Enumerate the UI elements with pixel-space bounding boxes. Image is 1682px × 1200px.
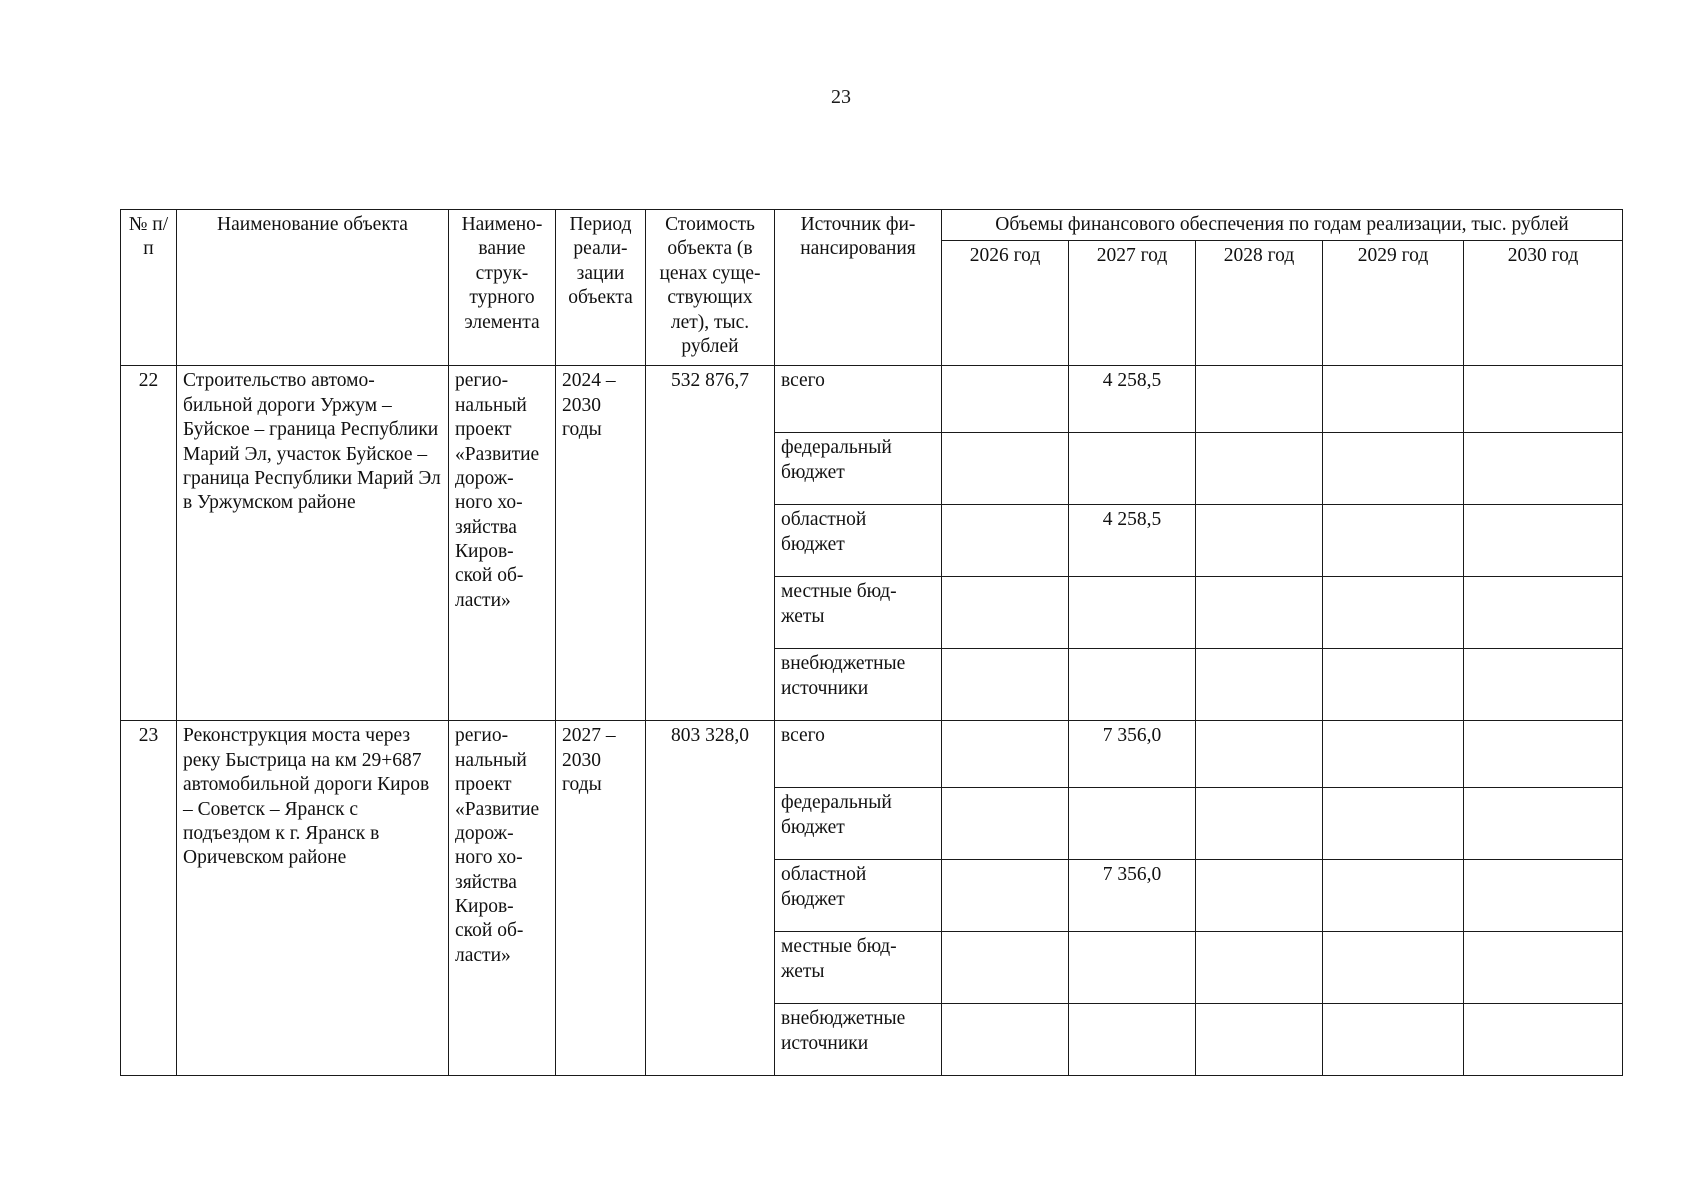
cell-year-value	[1323, 433, 1464, 505]
header-name: Наименование объекта	[177, 210, 449, 366]
cell-year-value: 7 356,0	[1069, 860, 1196, 932]
cell-year-value	[942, 932, 1069, 1004]
cell-year-value	[1323, 932, 1464, 1004]
cell-year-value	[1323, 1004, 1464, 1076]
cell-year-value	[1069, 649, 1196, 721]
cell-funding-source: местные бюд-жеты	[775, 577, 942, 649]
table-body	[121, 366, 1623, 1076]
cell-year-value	[1196, 721, 1323, 788]
cell-funding-source: областной бюджет	[775, 505, 942, 577]
cell-year-value: 4 258,5	[1069, 505, 1196, 577]
cell-object-name: Реконструкция моста через реку Быстрица на км 29+687 автомобильной дороги Киров – Советск – Яранск с подъездом к г. Яранск в Оричевском районе	[177, 721, 449, 1076]
header-year-2026: 2026 год	[942, 241, 1069, 366]
cell-funding-source: областной бюджет	[775, 860, 942, 932]
cell-year-value	[1323, 860, 1464, 932]
financing-table	[120, 209, 1623, 1076]
cell-year-value	[1069, 788, 1196, 860]
header-num: № п/п	[121, 210, 177, 366]
cell-year-value	[1069, 577, 1196, 649]
cell-year-value	[1069, 1004, 1196, 1076]
cell-year-value	[942, 577, 1069, 649]
cell-year-value	[942, 366, 1069, 433]
cell-structural-element: регио-нальный проект «Развитие дорож-ного хо-зяйства Киров-ской об-ласти»	[449, 366, 556, 721]
table-row	[121, 366, 1623, 433]
cell-object-name: Строительство автомо-бильной дороги Уржум – Буйское – граница Республики Марий Эл, участок Буйское – граница Республики Марий Эл в Уржумском районе	[177, 366, 449, 721]
header-volume-group: Объемы финансового обеспечения по годам реализации, тыс. рублей	[942, 210, 1623, 241]
cell-year-value	[1464, 366, 1623, 433]
cell-period: 2027 – 2030 годы	[556, 721, 646, 1076]
header-structural: Наимено-вание струк-турного элемента	[449, 210, 556, 366]
cell-period: 2024 – 2030 годы	[556, 366, 646, 721]
cell-year-value: 4 258,5	[1069, 366, 1196, 433]
cell-year-value	[1464, 433, 1623, 505]
cell-number: 22	[121, 366, 177, 721]
cell-year-value	[1196, 932, 1323, 1004]
cell-number: 23	[121, 721, 177, 1076]
cell-year-value	[942, 433, 1069, 505]
cell-year-value	[1196, 505, 1323, 577]
cell-year-value	[1464, 577, 1623, 649]
page-number: 23	[831, 86, 851, 108]
header-year-2030: 2030 год	[1464, 241, 1623, 366]
cell-year-value	[1464, 932, 1623, 1004]
cell-year-value	[1323, 577, 1464, 649]
header-year-2028: 2028 год	[1196, 241, 1323, 366]
cell-year-value	[1196, 366, 1323, 433]
cell-year-value	[1464, 788, 1623, 860]
cell-year-value	[1196, 1004, 1323, 1076]
cell-year-value	[942, 721, 1069, 788]
table-header	[121, 210, 1623, 366]
cell-year-value	[1323, 366, 1464, 433]
cell-year-value	[1196, 433, 1323, 505]
cell-year-value	[942, 1004, 1069, 1076]
header-year-2029: 2029 год	[1323, 241, 1464, 366]
cell-year-value	[942, 788, 1069, 860]
header-year-2027: 2027 год	[1069, 241, 1196, 366]
header-source: Источник фи-нансирования	[775, 210, 942, 366]
header-period: Период реали-зации объекта	[556, 210, 646, 366]
cell-structural-element: регио-нальный проект «Развитие дорож-ного хо-зяйства Киров-ской об-ласти»	[449, 721, 556, 1076]
cell-year-value	[1196, 860, 1323, 932]
cell-year-value	[1323, 505, 1464, 577]
cell-funding-source: внебюджетные источники	[775, 649, 942, 721]
cell-year-value	[1464, 649, 1623, 721]
cell-year-value	[1464, 860, 1623, 932]
cell-year-value	[1196, 788, 1323, 860]
cell-year-value: 7 356,0	[1069, 721, 1196, 788]
table-row	[121, 721, 1623, 788]
cell-year-value	[1196, 649, 1323, 721]
cell-funding-source: федеральный бюджет	[775, 788, 942, 860]
cell-year-value	[942, 860, 1069, 932]
cell-year-value	[1464, 1004, 1623, 1076]
cell-year-value	[1069, 433, 1196, 505]
cell-cost: 532 876,7	[646, 366, 775, 721]
cell-funding-source: федеральный бюджет	[775, 433, 942, 505]
cell-year-value	[1464, 721, 1623, 788]
header-cost: Стоимость объекта (в ценах суще-ствующих лет), тыс. рублей	[646, 210, 775, 366]
cell-year-value	[1464, 505, 1623, 577]
cell-year-value	[1323, 788, 1464, 860]
cell-cost: 803 328,0	[646, 721, 775, 1076]
cell-year-value	[942, 649, 1069, 721]
cell-funding-source: внебюджетные источники	[775, 1004, 942, 1076]
cell-funding-source: всего	[775, 366, 942, 433]
cell-funding-source: местные бюд-жеты	[775, 932, 942, 1004]
cell-year-value	[1323, 649, 1464, 721]
cell-year-value	[1323, 721, 1464, 788]
cell-year-value	[942, 505, 1069, 577]
cell-funding-source: всего	[775, 721, 942, 788]
cell-year-value	[1069, 932, 1196, 1004]
cell-year-value	[1196, 577, 1323, 649]
